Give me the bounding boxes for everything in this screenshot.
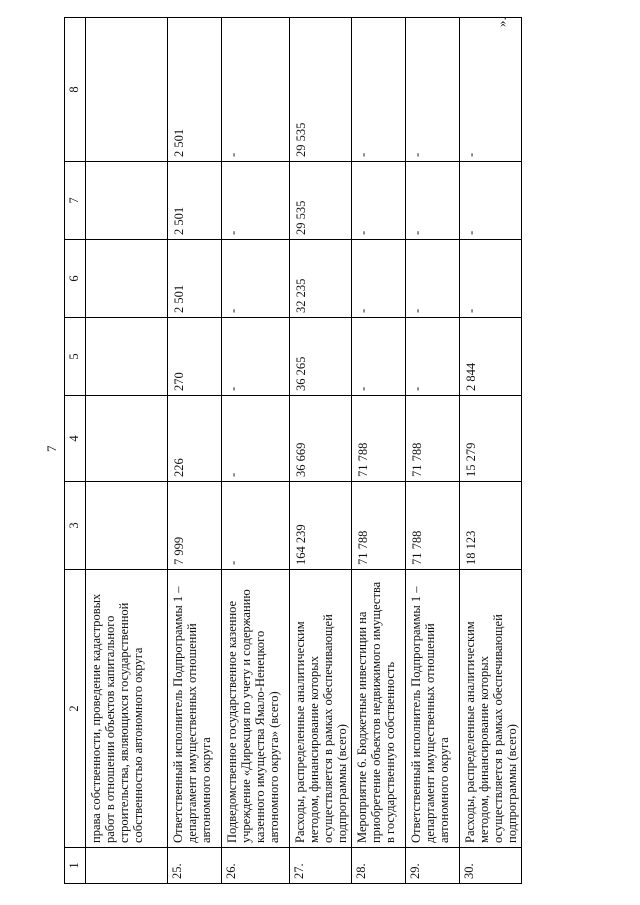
value-cell: 2 844 bbox=[460, 318, 522, 396]
table-row bbox=[406, 18, 460, 884]
value-cell: 36 265 bbox=[290, 318, 352, 396]
row-number: 25. bbox=[168, 848, 222, 884]
row-description: Ответственный исполнитель Подпрограммы 1 – департамент имущественных отношений автономного округа bbox=[406, 570, 460, 848]
header-cell: 1 bbox=[65, 848, 86, 884]
value-cell: - bbox=[222, 396, 290, 482]
header-row bbox=[65, 18, 86, 884]
value-cell: 226 bbox=[168, 396, 222, 482]
header-cell: 2 bbox=[65, 570, 86, 848]
value-cell: 36 669 bbox=[290, 396, 352, 482]
value-cell bbox=[86, 396, 168, 482]
value-cell: - bbox=[222, 240, 290, 318]
row-description: Расходы, распределенные аналитическим методом, финансирование которых осуществляется в рамках обеспечивающей подпрограммы (всего) bbox=[460, 570, 522, 848]
value-cell: - bbox=[352, 18, 406, 162]
value-cell: - bbox=[222, 318, 290, 396]
value-cell: 29 535 bbox=[290, 18, 352, 162]
row-number: 29. bbox=[406, 848, 460, 884]
header-cell: 7 bbox=[65, 162, 86, 240]
value-cell: 29 535 bbox=[290, 162, 352, 240]
value-cell: - bbox=[406, 162, 460, 240]
value-cell: 7 999 bbox=[168, 482, 222, 570]
value-cell bbox=[86, 240, 168, 318]
budget-table bbox=[64, 17, 522, 884]
table-row bbox=[86, 18, 168, 884]
value-cell: - bbox=[460, 162, 522, 240]
value-cell bbox=[86, 162, 168, 240]
rotated-table-container bbox=[64, 18, 519, 884]
row-number bbox=[86, 848, 168, 884]
value-cell: 71 788 bbox=[352, 482, 406, 570]
header-cell: 6 bbox=[65, 240, 86, 318]
value-cell: 15 279 bbox=[460, 396, 522, 482]
value-cell: - bbox=[222, 162, 290, 240]
row-number: 27. bbox=[290, 848, 352, 884]
header-cell: 3 bbox=[65, 482, 86, 570]
value-cell bbox=[86, 318, 168, 396]
table-row bbox=[222, 18, 290, 884]
value-cell: - bbox=[406, 318, 460, 396]
page-number: 7 bbox=[44, 445, 59, 452]
value-cell: 270 bbox=[168, 318, 222, 396]
table-row bbox=[460, 18, 522, 884]
value-cell: - bbox=[352, 318, 406, 396]
value-cell: 71 788 bbox=[406, 396, 460, 482]
value-cell: - bbox=[222, 482, 290, 570]
row-number: 28. bbox=[352, 848, 406, 884]
row-description: Расходы, распределенные аналитическим методом, финансирование которых осуществляется в рамках обеспечивающей подпрограммы (всего) bbox=[290, 570, 352, 848]
value-cell: - bbox=[352, 240, 406, 318]
value-cell: 164 239 bbox=[290, 482, 352, 570]
row-number: 30. bbox=[460, 848, 522, 884]
value-cell: 32 235 bbox=[290, 240, 352, 318]
value-cell: 71 788 bbox=[406, 482, 460, 570]
value-cell: 71 788 bbox=[352, 396, 406, 482]
value-cell: 18 123 bbox=[460, 482, 522, 570]
value-cell: - bbox=[460, 240, 522, 318]
row-number: 26. bbox=[222, 848, 290, 884]
row-description: права собственности, проведение кадастровых работ в отношении объектов капитального строительства, являющихся государственной собственностью автономного округа bbox=[86, 570, 168, 848]
row-description: Подведомственное государственное казенное учреждение «Дирекция по учету и содержанию казенного имущества Ямало-Ненецкого автономного округа» (всего) bbox=[222, 570, 290, 848]
row-description: Ответственный исполнитель Подпрограммы 1 – департамент имущественных отношений автономного округа bbox=[168, 570, 222, 848]
table-row bbox=[168, 18, 222, 884]
value-cell: - bbox=[406, 240, 460, 318]
value-cell: 2 501 bbox=[168, 18, 222, 162]
value-cell: 2 501 bbox=[168, 162, 222, 240]
value-cell: - bbox=[352, 162, 406, 240]
header-cell: 8 bbox=[65, 18, 86, 162]
value-cell: 2 501 bbox=[168, 240, 222, 318]
value-cell: - bbox=[460, 18, 522, 162]
table-row bbox=[290, 18, 352, 884]
value-cell bbox=[86, 482, 168, 570]
value-cell: - bbox=[406, 18, 460, 162]
closing-quote-mark: ». bbox=[494, 17, 509, 27]
value-cell bbox=[86, 18, 168, 162]
value-cell: - bbox=[222, 18, 290, 162]
header-cell: 4 bbox=[65, 396, 86, 482]
row-description: Мероприятие 6. Бюджетные инвестиции на приобретение объектов недвижимого имущества в государственную собственность bbox=[352, 570, 406, 848]
table-row bbox=[352, 18, 406, 884]
header-cell: 5 bbox=[65, 318, 86, 396]
